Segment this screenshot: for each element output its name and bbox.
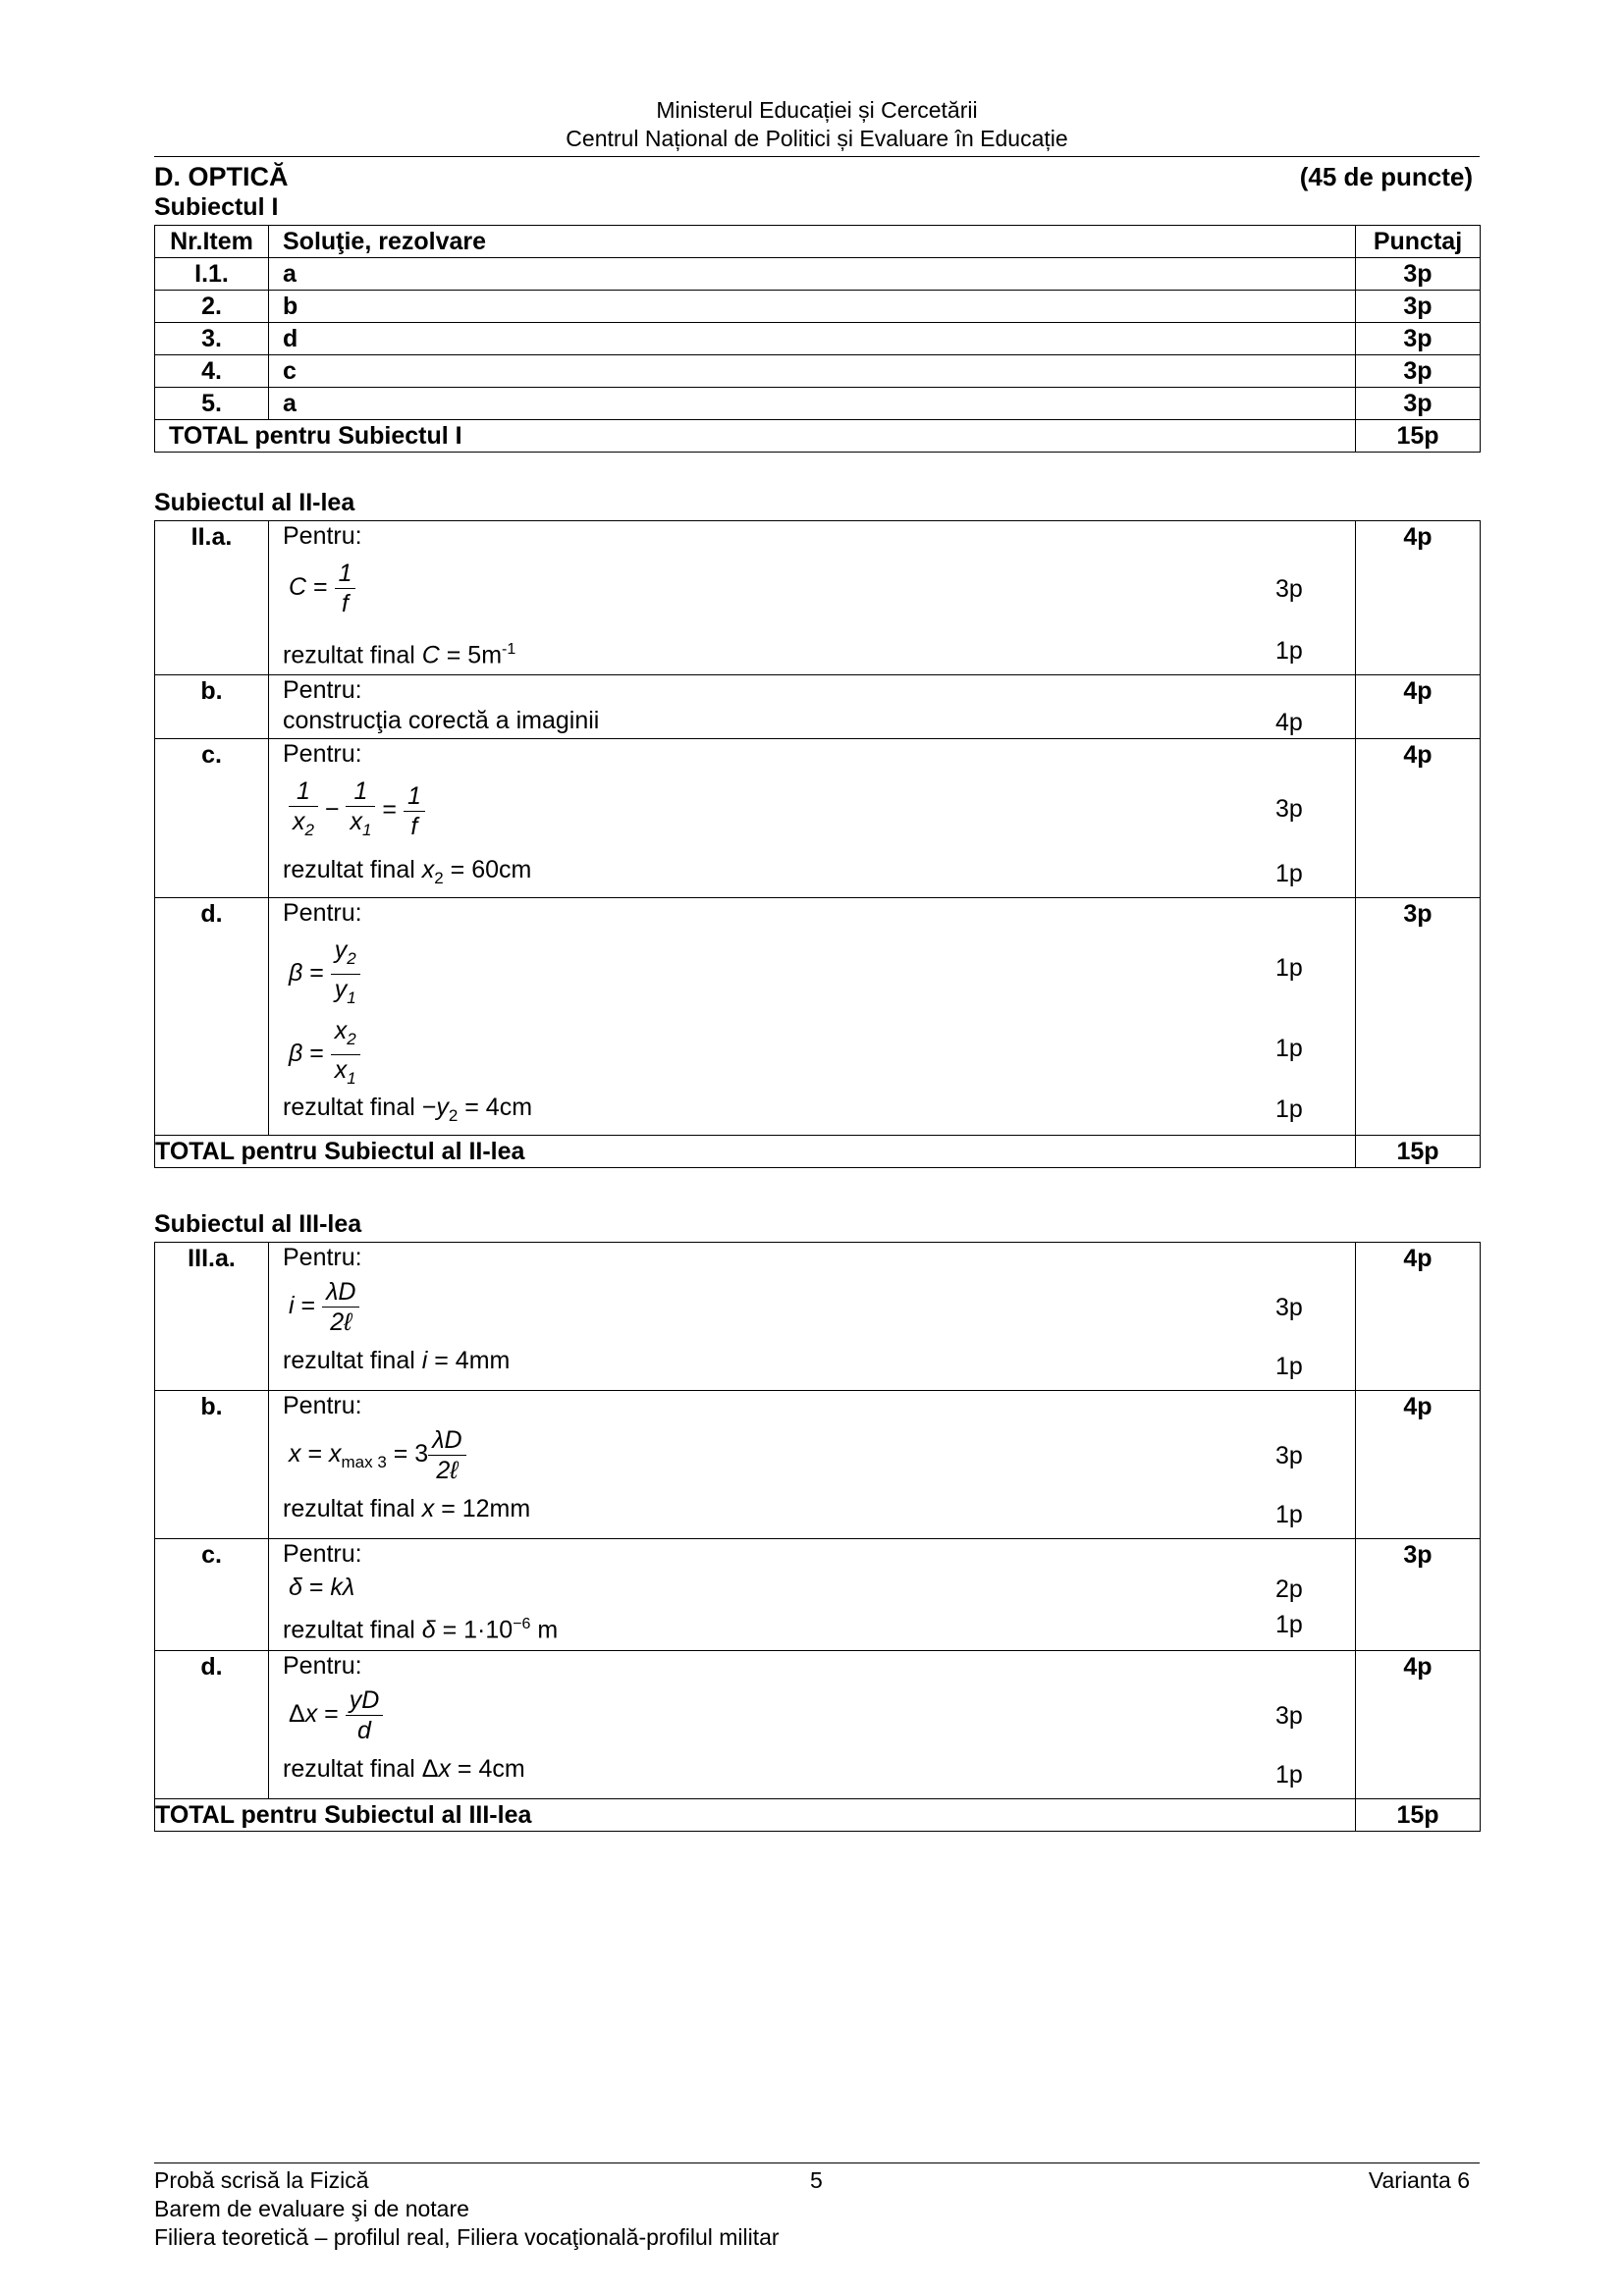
table-row	[155, 898, 1481, 1136]
footer-exam: Probă scrisă la Fizică	[154, 2167, 369, 2193]
solution-cell	[269, 1539, 1356, 1651]
item-number: 2.	[155, 291, 269, 323]
solution-cell	[269, 1243, 1356, 1391]
final-result: rezultat final Δx = 4cm	[283, 1755, 525, 1783]
subject2-table	[154, 520, 1481, 1168]
points: 4p	[1356, 521, 1481, 675]
formula-points: 1p	[1275, 954, 1303, 982]
final-points: 1p	[1275, 1611, 1303, 1638]
formula-points: 3p	[1275, 1294, 1303, 1321]
text-points: 4p	[1275, 709, 1303, 736]
total-row	[155, 1799, 1481, 1832]
col-solution-header: Soluţie, rezolvare	[269, 226, 1356, 258]
final-value: = 4mm	[434, 1347, 511, 1374]
table-row	[155, 739, 1481, 898]
formula: δ = kλ	[289, 1574, 355, 1601]
formula: C = $\frac{1}{f}$	[289, 559, 355, 618]
formula-points: 3p	[1275, 1442, 1303, 1469]
final-value: = 12mm	[441, 1495, 531, 1522]
final-points: 1p	[1275, 1353, 1303, 1380]
final-points: 1p	[1275, 1761, 1303, 1789]
points: 3p	[1356, 898, 1481, 1136]
item-number: 4.	[155, 355, 269, 388]
footer-scheme: Barem de evaluare şi de notare	[154, 2196, 469, 2221]
final-label: rezultat final	[283, 1094, 415, 1121]
variant-label: Varianta 6	[1368, 2167, 1470, 2193]
final-points: 1p	[1275, 637, 1303, 665]
points: 4p	[1356, 739, 1481, 898]
pentru-label: Pentru:	[283, 1392, 362, 1419]
table-row	[155, 1243, 1481, 1391]
points: 3p	[1356, 323, 1481, 355]
solution-cell	[269, 1651, 1356, 1799]
formula-beta-y: β = $\frac{y_2}{y_1}$	[289, 935, 360, 1013]
item-number: III.a.	[155, 1243, 269, 1391]
final-result: rezultat final x = 12mm	[283, 1495, 531, 1522]
solution-text: construcţia corectă a imaginii	[283, 707, 600, 734]
page-footer	[154, 2166, 1470, 2252]
table-row	[155, 258, 1481, 291]
total-row	[155, 1136, 1481, 1168]
table-row	[155, 675, 1481, 739]
final-label: rezultat final	[283, 1495, 415, 1522]
points: 3p	[1356, 291, 1481, 323]
points: 3p	[1356, 355, 1481, 388]
formula-points: 1p	[1275, 1035, 1303, 1062]
final-value: = 4cm	[457, 1755, 525, 1783]
formula-points: 2p	[1275, 1575, 1303, 1603]
final-value: = 1·10	[442, 1616, 514, 1644]
solution-cell	[269, 521, 1356, 675]
table-row	[155, 1651, 1481, 1799]
answer: b	[269, 291, 1356, 323]
points: 3p	[1356, 388, 1481, 420]
points: 4p	[1356, 1651, 1481, 1799]
section-title: D. OPTICĂ	[154, 162, 289, 191]
section-points: (45 de puncte)	[1299, 162, 1473, 191]
solution-cell	[269, 675, 1356, 739]
pentru-label: Pentru:	[283, 740, 362, 768]
section-heading	[154, 160, 1473, 193]
item-number: c.	[155, 1539, 269, 1651]
table-row	[155, 291, 1481, 323]
center-name: Centrul Național de Politici și Evaluare în Educație	[566, 126, 1068, 151]
item-number: c.	[155, 739, 269, 898]
subject2-title: Subiectul al II-lea	[154, 489, 355, 516]
solution-cell	[269, 898, 1356, 1136]
formula-points: 3p	[1275, 575, 1303, 603]
pentru-label: Pentru:	[283, 899, 362, 927]
formula-points: 3p	[1275, 795, 1303, 823]
table-row	[155, 355, 1481, 388]
final-value: = 5m	[446, 641, 503, 669]
final-result: rezultat final $x_2 = 60cm$	[283, 856, 532, 887]
answer: d	[269, 323, 1356, 355]
final-label: rezultat final	[283, 1755, 415, 1783]
header-rule	[154, 156, 1480, 157]
formula: i = $\frac{\lambda D}{\text{2ℓ}}$	[289, 1277, 359, 1337]
final-unit: m	[530, 1616, 559, 1644]
total-label: TOTAL pentru Subiectul I	[155, 420, 1356, 453]
pentru-label: Pentru:	[283, 1652, 362, 1680]
pentru-label: Pentru:	[283, 522, 362, 550]
points: 3p	[1356, 258, 1481, 291]
subject1-title: Subiectul I	[154, 193, 279, 221]
item-number: b.	[155, 675, 269, 739]
solution-cell	[269, 1391, 1356, 1539]
col-points-header: Punctaj	[1356, 226, 1481, 258]
table-row	[155, 1391, 1481, 1539]
total-points: 15p	[1356, 1799, 1481, 1832]
total-row	[155, 420, 1481, 453]
final-label: rezultat final	[283, 1347, 415, 1374]
formula-beta-x: β = $\frac{x_2}{x_1}$	[289, 1016, 360, 1094]
points: 4p	[1356, 1391, 1481, 1539]
table-row	[155, 323, 1481, 355]
table-header-row	[155, 226, 1481, 258]
formula: $\frac{1}{x_2}$ − $\frac{1}{x_1}$ = $\frac{1}{f}$	[289, 776, 425, 845]
pentru-label: Pentru:	[283, 1540, 362, 1568]
points: 4p	[1356, 1243, 1481, 1391]
answer: c	[269, 355, 1356, 388]
final-label: rezultat final	[283, 856, 415, 883]
subject3-table	[154, 1242, 1481, 1832]
final-result: rezultat final $\delta = 1\cdot 10^{-6}$ m	[283, 1616, 559, 1644]
item-number: I.1.	[155, 258, 269, 291]
final-label: rezultat final	[283, 1616, 415, 1644]
formula: $x = x_{max 3} = 3$ $\frac{\lambda D}{\text{2ℓ}}$	[289, 1425, 466, 1485]
subject1-table	[154, 225, 1481, 453]
table-row	[155, 1539, 1481, 1651]
final-points: 1p	[1275, 1501, 1303, 1528]
total-points: 15p	[1356, 420, 1481, 453]
page-header	[154, 96, 1480, 153]
final-value: = 4cm	[464, 1094, 533, 1121]
points: 4p	[1356, 675, 1481, 739]
final-result: rezultat final $C = 5m^{-1}$	[283, 641, 516, 669]
formula: Δx = $\frac{yD}{d}$	[289, 1685, 383, 1745]
pentru-label: Pentru:	[283, 676, 362, 704]
final-label: rezultat final	[283, 641, 415, 669]
item-number: 5.	[155, 388, 269, 420]
item-number: d.	[155, 1651, 269, 1799]
final-points: 1p	[1275, 1095, 1303, 1123]
subject3-title: Subiectul al III-lea	[154, 1210, 362, 1238]
points: 3p	[1356, 1539, 1481, 1651]
answer: a	[269, 388, 1356, 420]
total-label: TOTAL pentru Subiectul al II-lea	[155, 1136, 1356, 1168]
item-number: 3.	[155, 323, 269, 355]
page-number: 5	[810, 2167, 823, 2193]
final-value: = 60cm	[450, 856, 532, 883]
footer-track: Filiera teoretică – profilul real, Filiera vocaţională-profilul militar	[154, 2224, 780, 2250]
pentru-label: Pentru:	[283, 1244, 362, 1271]
final-points: 1p	[1275, 860, 1303, 887]
item-number: d.	[155, 898, 269, 1136]
formula-points: 3p	[1275, 1702, 1303, 1730]
total-points: 15p	[1356, 1136, 1481, 1168]
total-label: TOTAL pentru Subiectul al III-lea	[155, 1799, 1356, 1832]
col-item-header: Nr.Item	[155, 226, 269, 258]
item-number: II.a.	[155, 521, 269, 675]
ministry-name: Ministerul Educației și Cercetării	[656, 97, 978, 123]
table-row	[155, 388, 1481, 420]
item-number: b.	[155, 1391, 269, 1539]
final-result: rezultat final $-y_2 = 4cm$	[283, 1094, 533, 1125]
final-result: rezultat final i = 4mm	[283, 1347, 511, 1374]
solution-cell	[269, 739, 1356, 898]
answer: a	[269, 258, 1356, 291]
table-row	[155, 521, 1481, 675]
